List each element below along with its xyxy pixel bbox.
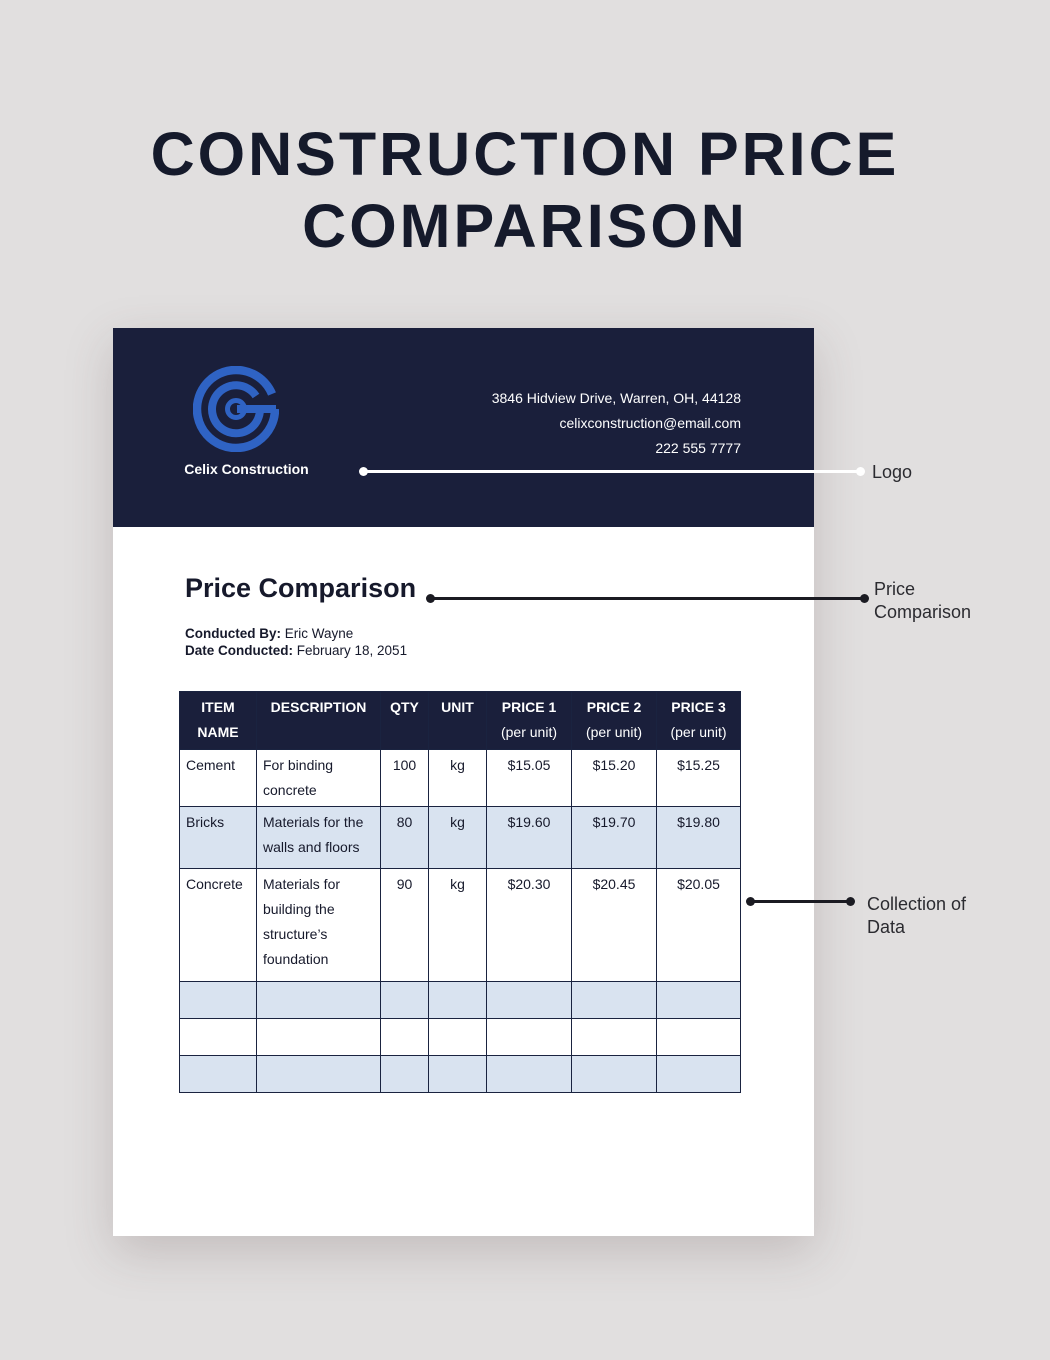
column-header-price-2: PRICE 2 (per unit) [572,692,657,750]
title-callout-dot-start [426,594,435,603]
company-name: Celix Construction [184,461,309,477]
column-header-price-1: PRICE 1 (per unit) [487,692,572,750]
document-preview [113,328,814,1236]
column-header-unit: UNIT [429,692,487,750]
company-address: 3846 Hidview Drive, Warren, OH, 44128 [491,390,741,406]
cell-item-name: Cement [180,750,257,807]
cell-unit: kg [429,807,487,869]
data-callout-label: Collection of Data [867,894,967,937]
conducted-by-value: Eric Wayne [281,626,354,641]
table-row-empty [180,982,741,1019]
table-row [180,750,741,807]
data-callout-dot-end [846,897,855,906]
title-callout-dot-end [860,594,869,603]
document-meta [185,625,407,659]
cell-price-1: $20.30 [487,869,572,982]
column-header-description: DESCRIPTION [257,692,381,750]
title-callout-line [431,597,865,600]
logo-callout-dot-start [359,467,368,476]
cell-qty: 80 [381,807,429,869]
table-header-row [180,692,741,750]
column-header-item-name: ITEM NAME [180,692,257,750]
cell-unit: kg [429,750,487,807]
cell-price-1: $15.05 [487,750,572,807]
cell-price-3: $15.25 [657,750,741,807]
data-callout-dot-start [746,897,755,906]
price-comparison-table [179,691,741,1093]
cell-price-2: $15.20 [572,750,657,807]
date-conducted-label: Date Conducted: [185,643,293,658]
logo-callout-line [364,470,860,473]
column-header-qty: QTY [381,692,429,750]
page-heading-line-2: COMPARISON [302,192,748,260]
logo-callout-dot-end [856,467,865,476]
conducted-by-label: Conducted By: [185,626,281,641]
cell-qty: 100 [381,750,429,807]
cell-description: Materials for building the structure’s foundation [257,869,381,982]
cell-description: Materials for the walls and floors [257,807,381,869]
cell-price-2: $19.70 [572,807,657,869]
conducted-by-line [185,625,407,642]
document-header [113,328,814,527]
table-row-empty [180,1056,741,1093]
cell-unit: kg [429,869,487,982]
company-phone: 222 555 7777 [655,440,741,456]
cell-item-name: Concrete [180,869,257,982]
date-conducted-value: February 18, 2051 [293,643,408,658]
company-logo-icon [193,366,279,452]
cell-qty: 90 [381,869,429,982]
page-heading-line-1: CONSTRUCTION PRICE [150,120,900,188]
cell-description: For binding concrete [257,750,381,807]
data-callout-line [751,900,851,903]
cell-price-1: $19.60 [487,807,572,869]
date-conducted-line [185,642,407,659]
contact-block [492,390,741,465]
document-title: Price Comparison [185,573,417,603]
title-callout-label: Price Comparison [874,579,972,622]
page-heading [0,118,1050,262]
table-row-empty [180,1019,741,1056]
column-header-price-3: PRICE 3 (per unit) [657,692,741,750]
cell-price-3: $20.05 [657,869,741,982]
cell-price-3: $19.80 [657,807,741,869]
logo-callout-label: Logo [872,462,913,482]
table-row [180,869,741,982]
cell-price-2: $20.45 [572,869,657,982]
company-email: celixconstruction@email.com [559,415,741,431]
cell-item-name: Bricks [180,807,257,869]
table-row [180,807,741,869]
